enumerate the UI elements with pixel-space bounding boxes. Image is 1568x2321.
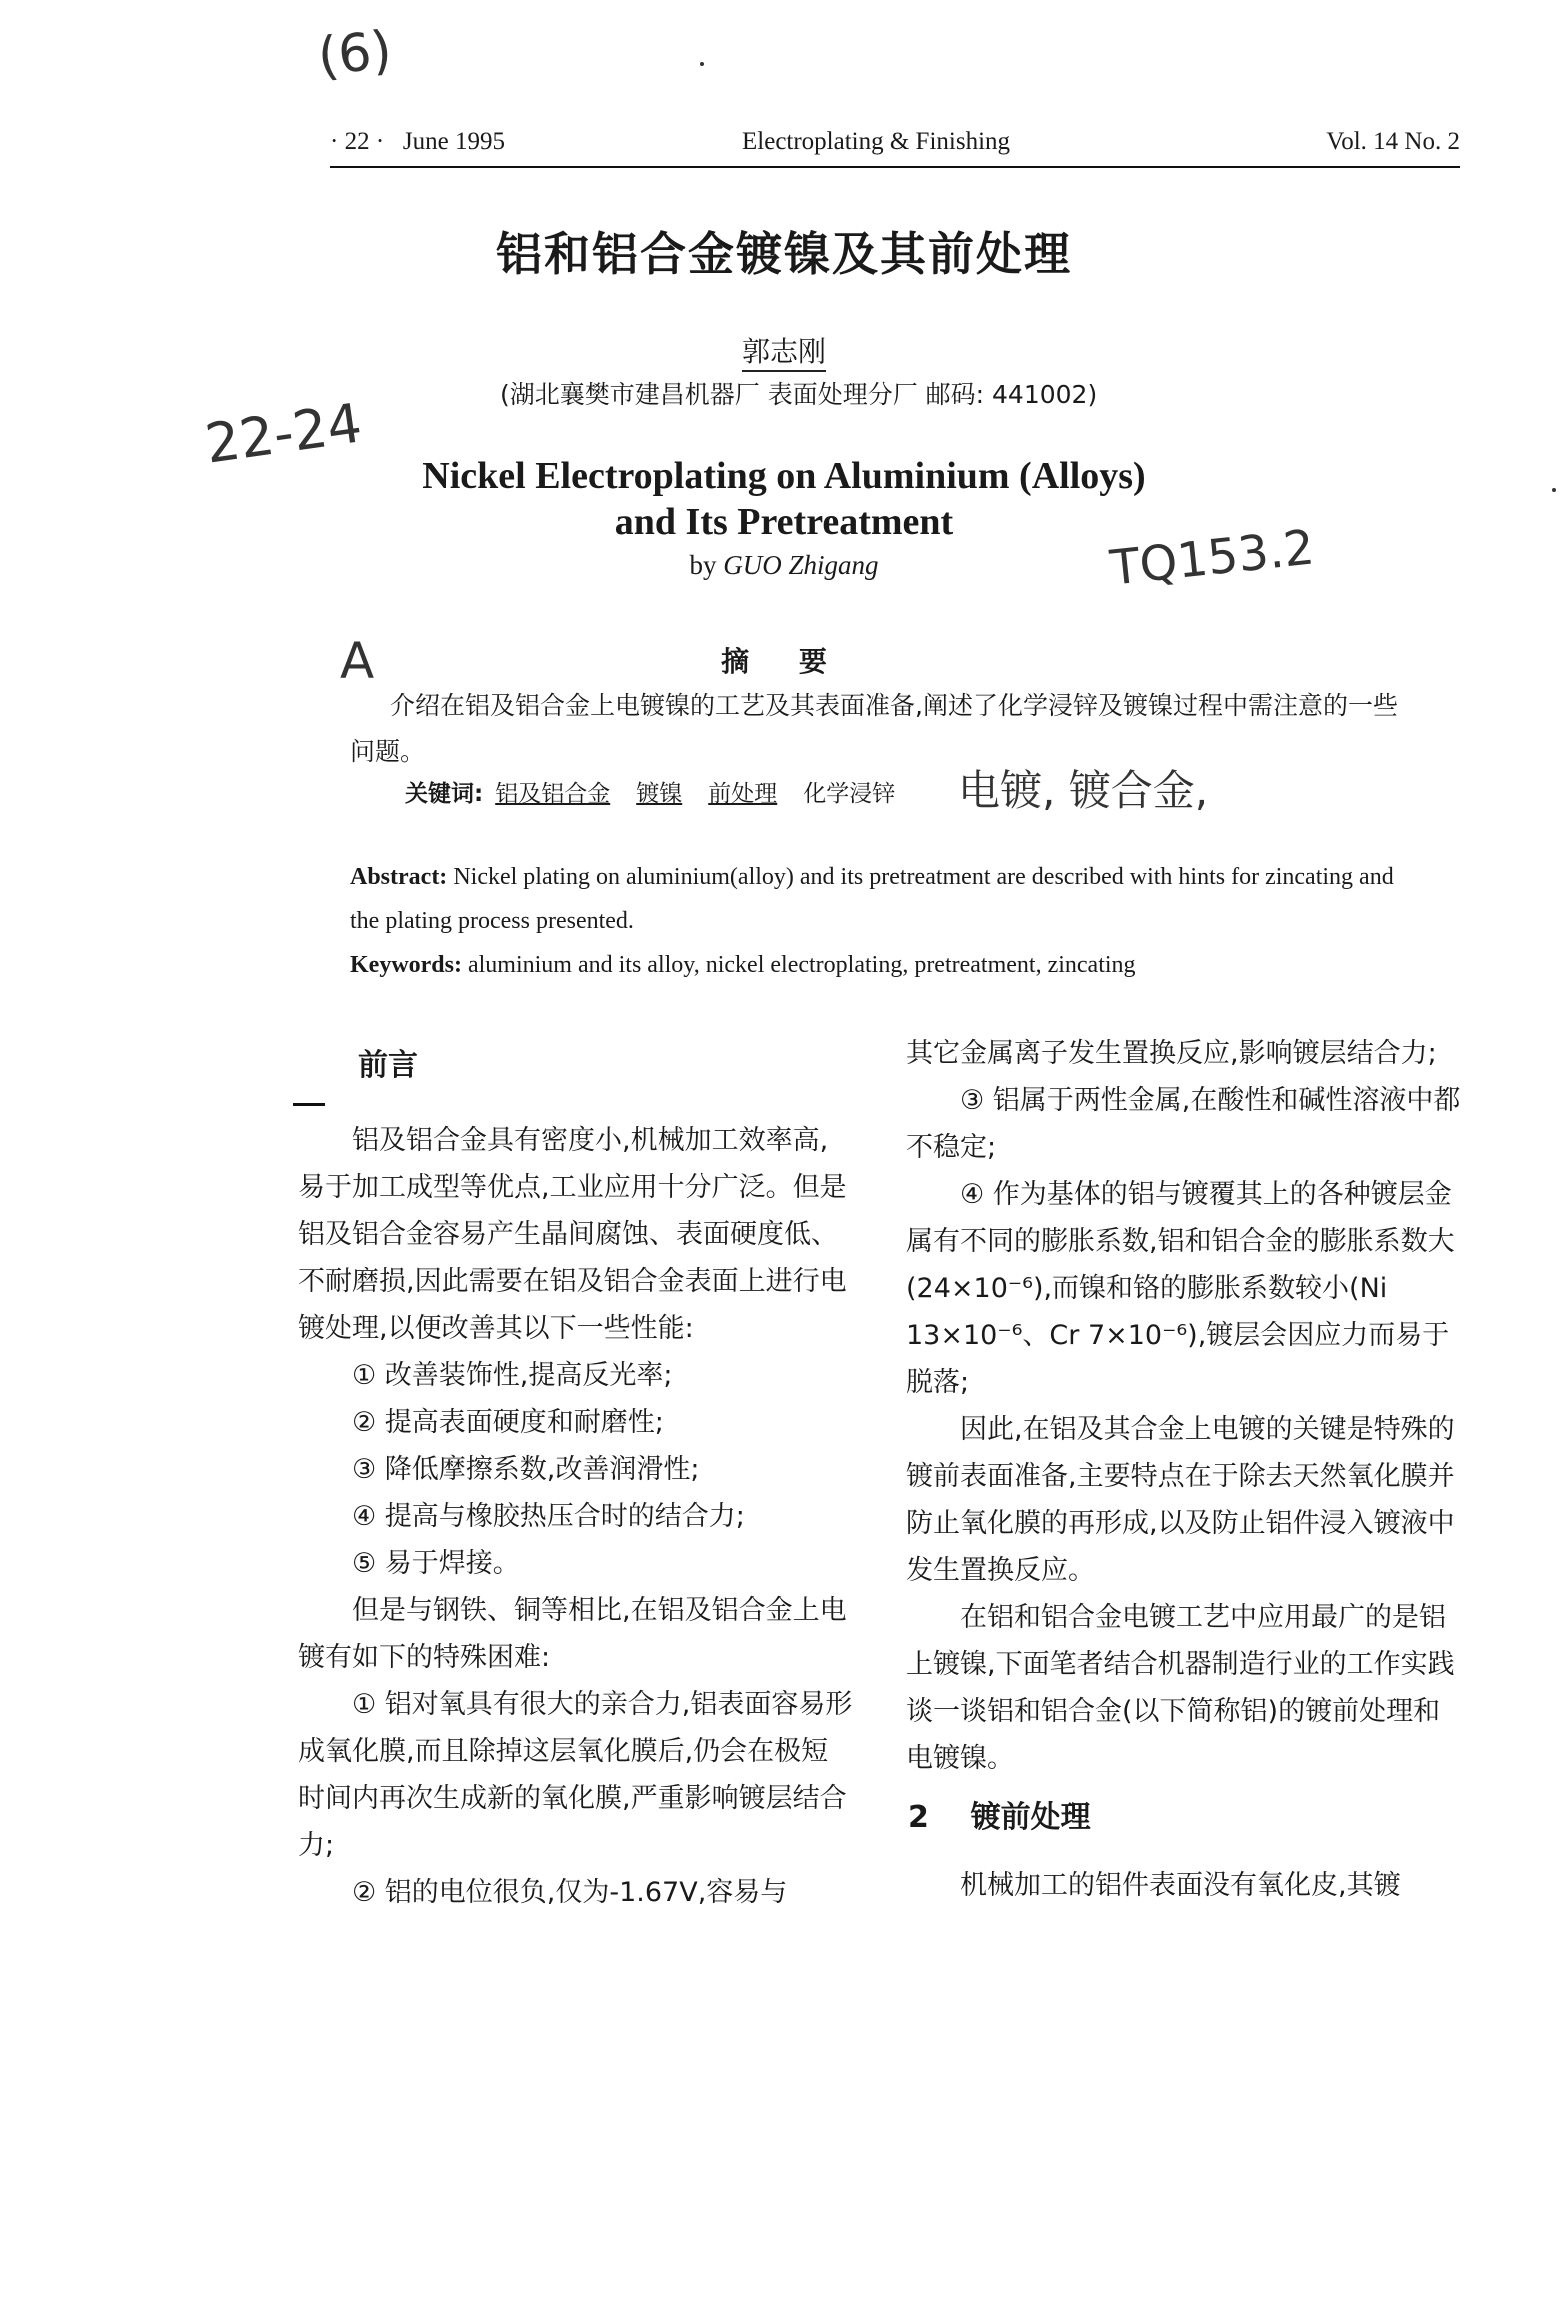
header-rule: [330, 166, 1460, 168]
paragraph: 在铝和铝合金电镀工艺中应用最广的是铝上镀镍,下面笔者结合机器制造行业的工作实践谈一谈铝和铝合金(以下简称铝)的镀前处理和电镀镍。: [906, 1602, 1455, 1774]
keywords-cn: 关键词: 铝及铝合金 镀镍 前处理 化学浸锌: [405, 781, 896, 807]
paragraph: 但是与钢铁、铜等相比,在铝及铝合金上电镀有如下的特殊困难:: [298, 1595, 847, 1673]
affiliation: (湖北襄樊市建昌机器厂 表面处理分厂 邮码: 441002): [500, 380, 1098, 409]
keyword: 前处理: [708, 781, 778, 807]
handwritten-letter-a: A: [340, 632, 375, 690]
title-chinese: 铝和铝合金镀镍及其前处理: [496, 227, 1072, 281]
paragraph: 铝及铝合金具有密度小,机械加工效率高,易于加工成型等优点,工业应用十分广泛。但是铝及铝合金容易产生晶间腐蚀、表面硬度低、不耐磨损,因此需要在铝及铝合金表面上进行电镀处理,以便改善其以下一些性能:: [298, 1125, 847, 1344]
list-item: ⑤ 易于焊接。: [352, 1548, 520, 1579]
paragraph: 机械加工的铝件表面没有氧化皮,其镀: [960, 1870, 1401, 1901]
paragraph: ④ 作为基体的铝与镀覆其上的各种镀层金属有不同的膨胀系数,铝和铝合金的膨胀系数大(24×10⁻⁶),而镍和铬的膨胀系数较小(Ni 13×10⁻⁶、Cr 7×10⁻⁶),镀层会因应力而易于脱落;: [906, 1179, 1455, 1398]
right-column: [906, 1030, 1461, 1782]
abstract-heading-cn: 摘 要: [721, 645, 847, 678]
title-english: Nickel Electroplating on Aluminium (Alloys) and Its Pretreatment: [422, 455, 1146, 543]
abstract-english: Abstract: Nickel plating on aluminium(alloy) and its pretreatment are described with hints for zincating and the plating process presented. Keywords: aluminium and its alloy, nickel electroplating, pretreatment, zincating: [350, 864, 1394, 978]
header-page-date: · 22 · June 1995: [330, 128, 505, 155]
handwritten-page-range: 22-24: [201, 391, 366, 476]
paragraph: ③ 铝属于两性金属,在酸性和碱性溶液中都不稳定;: [906, 1085, 1461, 1163]
keyword: 化学浸锌: [803, 781, 896, 807]
header-volume: Vol. 14 No. 2: [1326, 128, 1460, 155]
header-journal: Electroplating & Finishing: [742, 128, 1011, 155]
left-column: [298, 1117, 853, 1916]
handwritten-extra-keywords: 电镀, 镀合金,: [958, 766, 1209, 815]
handwritten-top-mark: (6): [315, 20, 395, 88]
section-number-dash: [293, 1103, 325, 1106]
list-item: ④ 提高与橡胶热压合时的结合力;: [352, 1501, 745, 1532]
keyword: 铝及铝合金: [495, 781, 611, 807]
section-2-body: [906, 1862, 1461, 1909]
abstract-text-cn: 介绍在铝及铝合金上电镀镍的工艺及其表面准备,阐述了化学浸锌及镀镍过程中需注意的一些问题。: [350, 691, 1398, 766]
paragraph: ① 铝对氧具有很大的亲合力,铝表面容易形成氧化膜,而且除掉这层氧化膜后,仍会在极短时间内再次生成新的氧化膜,严重影响镀层结合力;: [298, 1689, 853, 1861]
keyword: 镀镍: [636, 781, 683, 807]
section-1-heading: 前言: [358, 1048, 418, 1083]
side-dot: [1552, 488, 1556, 492]
top-dot: [700, 62, 704, 66]
handwritten-class-code: TQ153.2: [1107, 519, 1317, 597]
author-chinese: 郭志刚: [0, 330, 1568, 370]
paragraph: 其它金属离子发生置换反应,影响镀层结合力;: [906, 1038, 1437, 1069]
list-item: ③ 降低摩擦系数,改善润滑性;: [352, 1454, 700, 1485]
paragraph: ② 铝的电位很负,仅为-1.67V,容易与: [352, 1877, 788, 1908]
list-item: ② 提高表面硬度和耐磨性;: [352, 1407, 664, 1438]
byline: by GUO Zhigang: [689, 550, 879, 580]
paragraph: 因此,在铝及其合金上电镀的关键是特殊的镀前表面准备,主要特点在于除去天然氧化膜并防止氧化膜的再形成,以及防止铝件浸入镀液中发生置换反应。: [906, 1414, 1455, 1586]
section-2-heading: 2 镀前处理: [908, 1800, 1091, 1835]
list-item: ① 改善装饰性,提高反光率;: [352, 1360, 673, 1391]
running-header: [330, 128, 1460, 168]
